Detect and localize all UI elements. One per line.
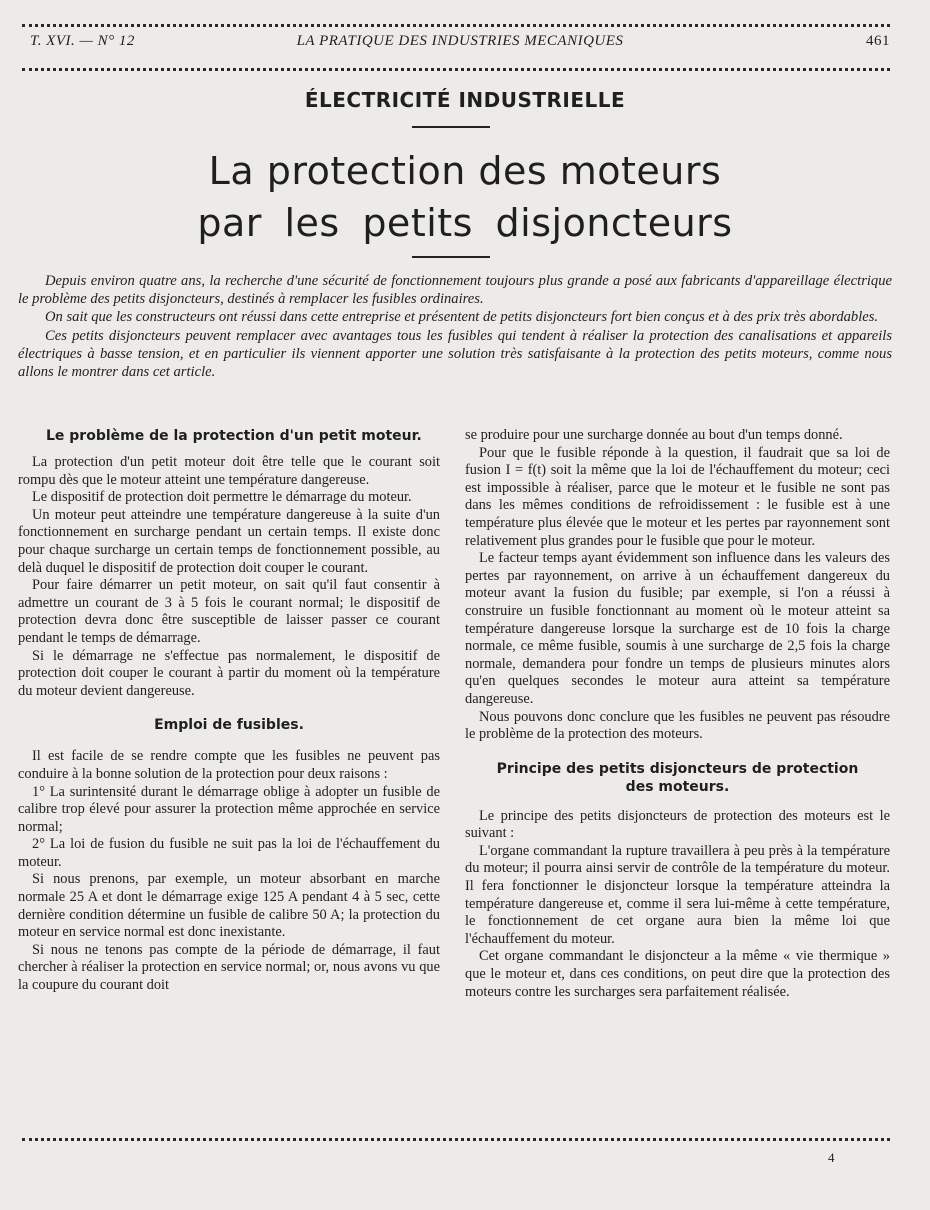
body-paragraph: 1° La surintensité durant le démarrage oblige à adopter un fusible de calibre trop élevé pour assurer la protection même approchée en service normal;	[18, 783, 440, 835]
body-paragraph: Cet organe commandant le disjoncteur a la même « vie thermique » que le moteur et, dans ces conditions, on peut dire que la protection des moteurs contre les surcharges sera parfaitement réalisée.	[465, 948, 890, 1000]
left-column	[18, 427, 440, 995]
section-rule	[412, 126, 490, 128]
body-paragraph: Le dispositif de protection doit permettre le démarrage du moteur.	[32, 489, 412, 506]
volume-number: T. XVI. — N° 12	[30, 33, 135, 49]
top-dotted-rule	[22, 24, 890, 27]
body-paragraph: Un moteur peut atteindre une température dangereuse à la suite d'un fonctionnement en surcharge pendant un certain temps. Il existe donc pour chaque surcharge un certain temps de fonctionnement possible, au delà duquel le dispositif de protection doit couper le courant.	[18, 506, 440, 576]
heading-principe-line-1: Principe des petits disjoncteurs de protection	[496, 760, 859, 777]
heading-principe-line-2: des moteurs.	[625, 778, 730, 795]
body-paragraph: La protection d'un petit moteur doit être telle que le courant soit rompu dès que le moteur atteint une température dangereuse.	[18, 454, 440, 488]
section-title: ÉLECTRICITÉ INDUSTRIELLE	[304, 88, 626, 112]
footer-mark: 4	[828, 1150, 835, 1165]
article-title-line-2: par les petits disjoncteurs	[197, 201, 733, 245]
right-column	[465, 427, 890, 1001]
intro-paragraph: Ces petits disjoncteurs peuvent remplacer avec avantages tous les fusibles qui tendent à réaliser la protection des canalisations et appareils électriques à basse tension, et en particulier ils viennent apporter une solution très satisfaisante à la protection des petits moteurs, comme nous allons le montrer dans cet article.	[18, 327, 892, 381]
footer-dotted-rule	[22, 1138, 890, 1141]
page-number: 461	[866, 33, 890, 49]
article-title-line-1: La protection des moteurs	[208, 149, 722, 193]
header-dotted-rule	[22, 68, 890, 71]
body-paragraph: Si nous prenons, par exemple, un moteur absorbant en marche normale 25 A et dont le démarrage exige 125 A pendant 4 à 5 sec, cette dernière condition détermine un fusible de calibre 50 A; la protection du moteur en service normal est donc inexistante.	[18, 871, 440, 941]
body-paragraph: Pour faire démarrer un petit moteur, on sait qu'il faut consentir à admettre un courant de 3 à 5 fois le courant normal; le dispositif de protection devra donc être susceptible de laisser passer ce courant pendant le temps de démarrage.	[18, 577, 440, 646]
intro-paragraph: On sait que les constructeurs ont réussi dans cette entreprise et présentent de petits disjoncteurs fort bien conçus et à des prix très abordables.	[45, 309, 879, 326]
body-paragraph: Si le démarrage ne s'effectue pas normalement, le dispositif de protection doit couper le courant à partir du moment où la température du moteur devient dangereuse.	[18, 647, 440, 699]
article-title	[0, 145, 930, 249]
journal-title: LA PRATIQUE DES INDUSTRIES MECANIQUES	[296, 33, 624, 49]
body-paragraph: Il est facile de se rendre compte que les fusibles ne peuvent pas conduire à la bonne solution de la protection pour deux raisons :	[18, 748, 440, 782]
running-header	[30, 33, 890, 53]
body-paragraph: Le principe des petits disjoncteurs de protection des moteurs est le suivant :	[465, 807, 890, 842]
body-paragraph: L'organe commandant la rupture travaillera à peu près à la température du moteur; il pourra ainsi servir de contrôle de la température du moteur. Il fera fonctionner le disjoncteur lorsque la température atteindra la température dangereuse et, comme il sera lui-même à cette température, le fonctionnement de cet organe aura bien la même loi que l'échauffement du moteur.	[465, 842, 890, 947]
heading-principe	[465, 760, 890, 796]
article-intro	[18, 272, 892, 381]
heading-emploi-fusibles: Emploi de fusibles.	[154, 717, 304, 734]
title-rule	[412, 256, 490, 258]
intro-paragraph: Depuis environ quatre ans, la recherche d'une sécurité de fonctionnement toujours plus grande a posé aux fabricants d'appareillage électrique le problème des petits disjoncteurs, destinés à remplacer les fusibles ordinaires.	[18, 273, 892, 308]
body-paragraph: 2° La loi de fusion du fusible ne suit pas la loi de l'échauffement du moteur.	[18, 836, 440, 870]
body-paragraph: Si nous ne tenons pas compte de la période de démarrage, il faut chercher à réaliser la protection en service normal; or, nous avons vu que la coupure du courant doit	[18, 941, 440, 994]
body-paragraph: Nous pouvons donc conclure que les fusibles ne peuvent pas résoudre le problème de la protection des moteurs.	[465, 708, 890, 743]
body-paragraph: Pour que le fusible réponde à la question, il faudrait que sa loi de fusion I = f(t) soit la même que la loi de l'échauffement du moteur; ceci est impossible à réaliser, parce que le moteur et le fusible ne sont pas dans les mêmes conditions de refroidissement : le fusible est à une température plus élevée que le moteur et les pertes par rayonnement sont relativement plus grandes pour le fusible que pour le moteur.	[465, 444, 890, 549]
heading-probleme: Le problème de la protection d'un petit moteur.	[46, 428, 422, 444]
body-paragraph-continued: se produire pour une surcharge donnée au bout d'un temps donné.	[465, 427, 843, 443]
body-paragraph: Le facteur temps ayant évidemment son influence dans les valeurs des pertes par rayonnement, on arrive à un échauffement dangereux du moteur avant la fusion du fusible; par exemple, si l'on a réussi à construire un fusible fonctionnant au moment où le moteur atteint sa température dangereuse lorsque la surcharge est de 10 fois la charge normale, ce même fusible, soumis à une surcharge de 2,5 fois la charge normale, demandera pour fondre un temps de plusieurs minutes alors qu'en quelques secondes le moteur aura atteint sa température dangereuse.	[465, 550, 890, 707]
